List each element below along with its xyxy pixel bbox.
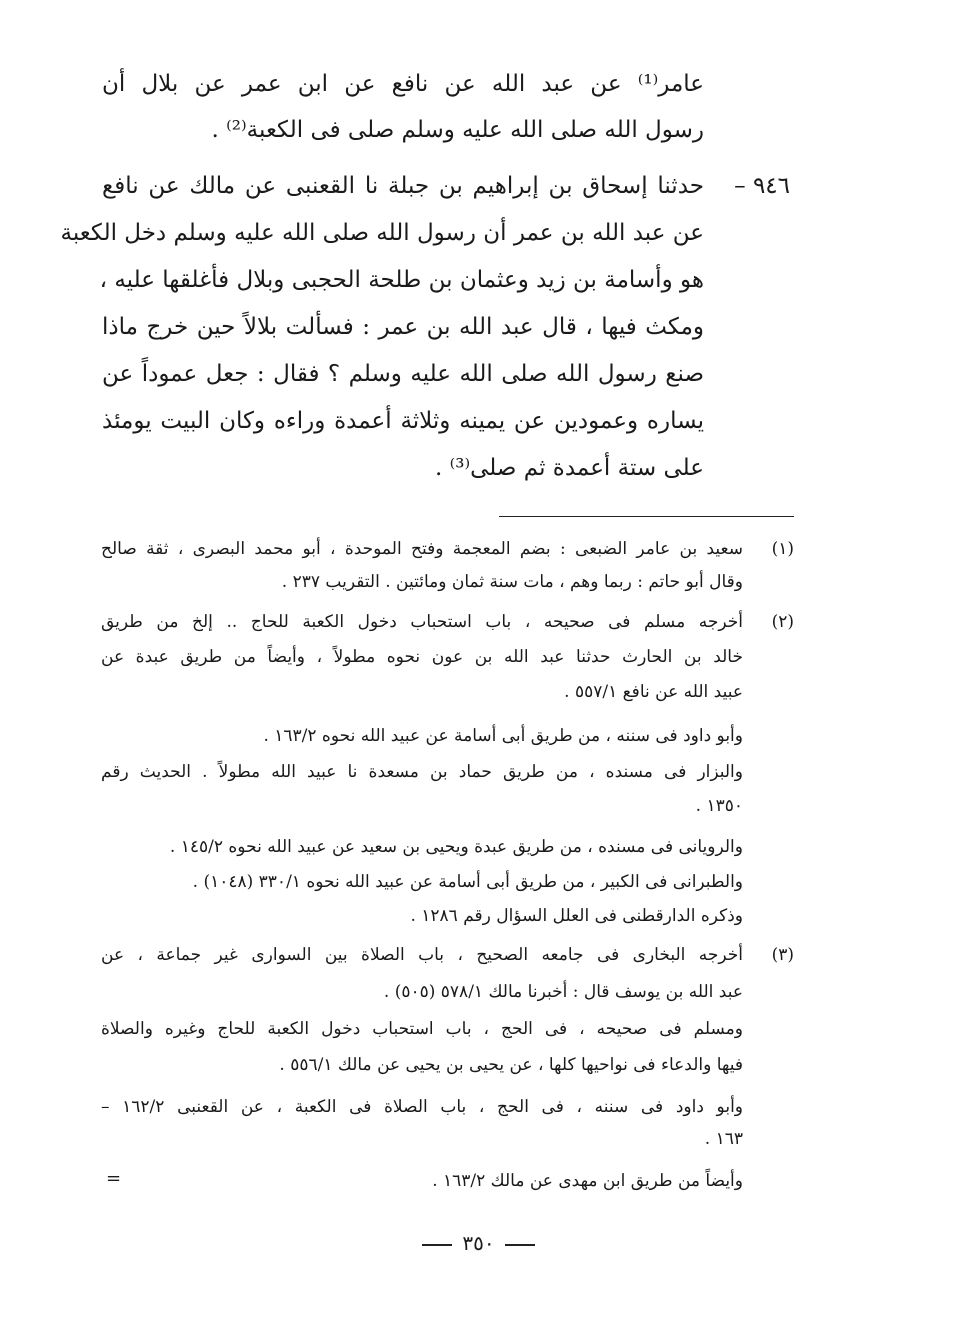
- main-text-line: عامر⁽¹⁾ عن عبد الله عن نافع عن ابن عمر عن بلال أن: [102, 71, 704, 97]
- main-text-line: ومكث فيها ، قال عبد الله بن عمر : فسألت بلالاً حين خرج ماذا: [102, 314, 704, 340]
- footnote-line: ومسلم فى صحيحه ، فى الحج ، باب استحباب دخول الكعبة للحاج وغيره والصلاة: [101, 1019, 743, 1039]
- footnote-line: أخرجه البخارى فى جامعه الصحيح ، باب الصلاة بين السوارى غير جماعة ، عن: [101, 945, 743, 965]
- main-text-line: رسول الله صلى الله عليه وسلم صلى فى الكعبة⁽²⁾ .: [211, 117, 704, 143]
- footnote-line: عبيد الله عن نافع ٥٥٧/١ .: [564, 682, 743, 702]
- footnote-line: وأيضاً من طريق ابن مهدى عن مالك ١٦٣/٢ .: [432, 1171, 743, 1191]
- footnote-line: والرويانى فى مسنده ، من طريق عبدة ويحيى بن سعيد عن عبيد الله نحوه ١٤٥/٢ .: [169, 837, 743, 857]
- footnote-line: سعيد بن عامر الضبعى : بضم المعجمة وفتح الموحدة ، أبو محمد البصرى ، ثقة صالح: [101, 539, 743, 559]
- footnote-separator: [499, 516, 794, 517]
- page-number-footer: [0, 1231, 957, 1255]
- footnote-number: (٣): [771, 945, 794, 965]
- footnote-line: فيها والدعاء فى نواحيها كلها ، عن يحيى بن يحيى عن مالك ٥٥٦/١ .: [279, 1055, 743, 1075]
- footnote-line: وذكره الدارقطنى فى العلل السؤال رقم ١٢٨٦ .: [410, 906, 743, 926]
- footnote-line: ١٣٥٠ .: [695, 796, 743, 816]
- main-text-line: على ستة أعمدة ثم صلى⁽³⁾ .: [434, 455, 704, 481]
- footnote-line: والطبرانى فى الكبير ، من طريق أبى أسامة عن عبيد الله نحوه ٣٣٠/١ (١٠٤٨) .: [192, 872, 743, 892]
- hadith-number: ٩٤٦ –: [734, 173, 790, 199]
- footnote-line: عبد الله بن يوسف قال : أخبرنا مالك ٥٧٨/١ (٥٠٥) .: [383, 982, 743, 1002]
- main-text-line: هو وأسامة بن زيد وعثمان بن طلحة الحجبى وبلال فأغلقها عليه ،: [99, 267, 704, 293]
- main-text-line: يساره وعمودين عن يمينه وثلاثة أعمدة وراءه وكان البيت يومئذ: [102, 408, 704, 434]
- continuation-mark: =: [106, 1168, 122, 1189]
- footnote-number: (١): [771, 539, 794, 559]
- main-text-line: حدثنا إسحاق بن إبراهيم بن جبلة نا القعنبى عن مالك عن نافع: [102, 173, 704, 199]
- dash-right: [422, 1244, 452, 1246]
- dash-left: [505, 1244, 535, 1246]
- footnote-line: وأبو داود فى سننه ، من طريق أبى أسامة عن عبيد الله نحوه ١٦٣/٢ .: [263, 726, 743, 746]
- footnote-number: (٢): [771, 612, 794, 632]
- footnote-line: وقال أبو حاتم : ربما وهم ، مات سنة ثمان ومائتين . التقريب ٢٣٧ .: [281, 572, 743, 592]
- footnote-line: وأبو داود فى سننه ، فى الحج ، باب الصلاة فى الكعبة ، عن القعنبى ١٦٢/٢ –: [101, 1097, 743, 1117]
- footnote-line: أخرجه مسلم فى صحيحه ، باب استحباب دخول الكعبة للحاج .. إلخ من طريق: [101, 612, 743, 632]
- main-text-line: عن عبد الله بن عمر أن رسول الله صلى الله عليه وسلم دخل الكعبة: [60, 220, 704, 246]
- footnote-line: ١٦٣ .: [704, 1129, 743, 1149]
- footnote-line: خالد بن الحارث حدثنا عبد الله بن عون نحوه مطولاً ، وأيضاً من طريق عبدة عن: [101, 647, 743, 667]
- page-number: ٣٥٠: [462, 1231, 495, 1255]
- main-text-line: صنع رسول الله صلى الله عليه وسلم ؟ فقال : جعل عموداً عن: [102, 361, 704, 387]
- footnote-line: والبزار فى مسنده ، من طريق حماد بن مسعدة نا عبيد الله مطولاً . الحديث رقم: [101, 762, 743, 782]
